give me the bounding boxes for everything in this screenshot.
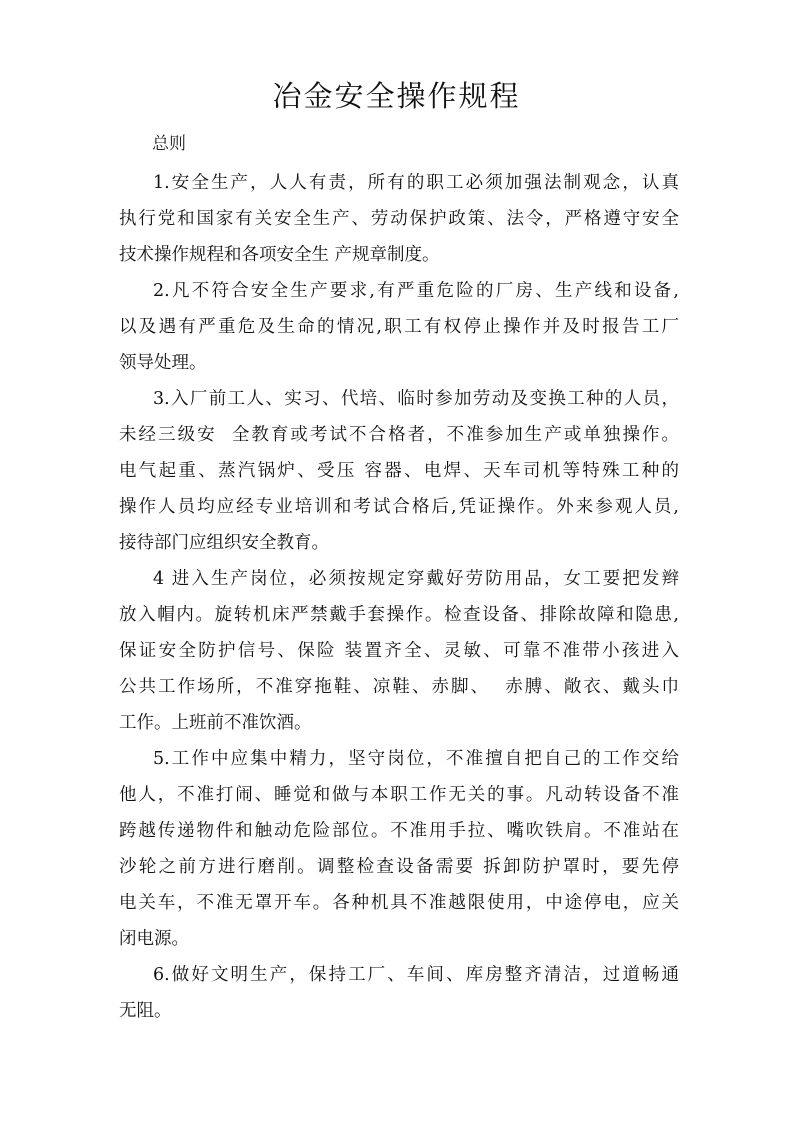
paragraph-line: 技术操作规程和各项安全生 产规章制度。 [119,245,440,265]
paragraph-line: 4 进入生产岗位，必须按规定穿戴好劳防用品，女工要把发辫 [153,569,679,589]
paragraph-line: 电关车，不准无罩开车。各种机具不准越限使用，中途停电，应关 [119,893,679,913]
paragraph-line: 3.入厂前工人、实习、代培、临时参加劳动及变换工种的人员， [153,389,679,409]
document-title: 冶金安全操作规程 [272,79,521,113]
rule-paragraph-5 [119,741,679,957]
rule-paragraph-2 [119,273,679,381]
paragraph-line: 以及遇有严重危及生命的情况,职工有权停止操作并及时报告工厂 [119,317,679,337]
paragraph-line: 操作人员均应经专业培训和考试合格后,凭证操作。外来参观人员, [119,497,679,517]
rule-paragraph-6 [119,957,679,1029]
paragraph-line: 公共工作场所，不准穿拖鞋、凉鞋、赤脚、 赤膊、敞衣、戴头巾 [119,677,679,697]
paragraph-line: 未经三级安 全教育或考试不合格者，不准参加生产或单独操作。 [119,425,679,445]
paragraph-line: 无阻。 [119,1001,172,1021]
paragraph-line: 领导处理。 [119,353,207,373]
paragraph-line: 1.安全生产，人人有责，所有的职工必须加强法制观念，认真 [153,173,679,193]
paragraph-line: 放入帽内。旋转机床严禁戴手套操作。检查设备、排除故障和隐患, [119,605,679,625]
paragraph-line: 工作。上班前不准饮酒。 [119,713,312,733]
paragraph-line: 6.做好文明生产，保持工厂、车间、库房整齐清洁，过道畅通 [153,965,679,985]
paragraph-line: 5.工作中应集中精力，坚守岗位，不准擅自把自己的工作交给 [153,749,679,769]
document-body [119,165,679,1029]
paragraph-line: 保证安全防护信号、保险 装置齐全、灵敏、可靠不准带小孩进入 [119,641,679,661]
paragraph-line: 沙轮之前方进行磨削。调整检查设备需要 拆卸防护罩时，要先停 [119,857,679,877]
paragraph-line: 执行党和国家有关安全生产、劳动保护政策、法令，严格遵守安全 [119,209,679,229]
paragraph-line: 跨越传递物件和触动危险部位。不准用手拉、嘴吹铁肩。不准站在 [119,821,679,841]
paragraph-line: 他人，不准打闹、睡觉和做与本职工作无关的事。凡动转设备不准 [119,785,679,805]
rule-paragraph-3 [119,381,679,561]
paragraph-line: 2.凡不符合安全生产要求,有严重危险的厂房、生产线和设备, [153,281,679,301]
section-heading-general: 总则 [152,134,186,154]
paragraph-line: 接待部门应组织安全教育。 [119,533,329,553]
paragraph-line: 闭电源。 [119,929,189,949]
rule-paragraph-1 [119,165,679,273]
rule-paragraph-4 [119,561,679,741]
paragraph-line: 电气起重、蒸汽锅炉、受压 容器、电焊、天车司机等特殊工种的 [119,461,679,481]
